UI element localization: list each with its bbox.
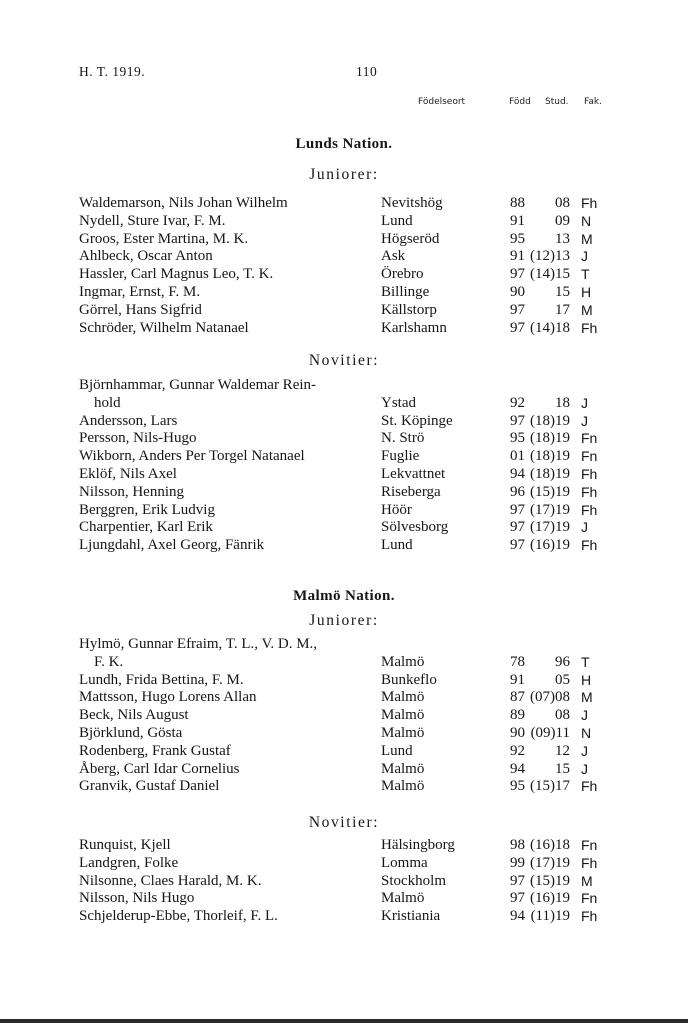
table-row (0, 689, 688, 707)
birthplace: Högseröd (381, 230, 440, 247)
student-year: (09)11 (530, 724, 570, 741)
table-row (0, 413, 688, 431)
faculty: Fn (581, 837, 598, 853)
birth-year: 97 (510, 537, 525, 554)
faculty: Fh (581, 465, 598, 482)
malmo-novitier-heading: Novitier: (308, 814, 380, 831)
birth-year: 87 (510, 689, 525, 706)
table-row (0, 519, 688, 537)
person-name: Beck, Nils August (79, 707, 189, 724)
student-year: 05 (555, 671, 570, 688)
birth-year: 91 (510, 671, 525, 688)
table-row (0, 654, 688, 672)
faculty: M (581, 230, 593, 247)
birthplace: Malmö (381, 724, 425, 741)
faculty: Fh (581, 319, 598, 336)
student-year: 96 (555, 653, 570, 670)
table-row (0, 248, 688, 266)
birth-year: 92 (510, 742, 525, 759)
birthplace: Källstorp (381, 301, 437, 318)
faculty: Fh (581, 778, 598, 795)
student-year: (18)19 (530, 412, 570, 429)
birthplace: Malmö (381, 778, 425, 795)
faculty: M (581, 689, 593, 706)
faculty: Fn (581, 448, 598, 465)
birthplace: Lund (381, 537, 413, 554)
faculty: J (581, 519, 588, 536)
student-year: (11)19 (530, 908, 570, 925)
birthplace: Kristiania (381, 908, 441, 925)
birthplace: Lekvattnet (381, 465, 446, 482)
birthplace: Malmö (381, 689, 425, 706)
birth-year: 90 (510, 724, 525, 741)
birth-year: 94 (510, 908, 525, 925)
table-row (0, 537, 688, 555)
birth-year: 99 (510, 854, 525, 871)
student-year: 08 (555, 707, 570, 724)
person-name: Nilsonne, Claes Harald, M. K. (79, 872, 262, 889)
running-header: H. T. 1919. (79, 64, 146, 79)
table-row (0, 908, 688, 926)
page-bottom-edge (0, 1019, 688, 1023)
student-year: (14)15 (530, 266, 570, 283)
student-year: 15 (555, 760, 570, 777)
person-name: Charpentier, Karl Erik (79, 519, 213, 536)
birth-year: 95 (510, 430, 525, 447)
birth-year: 97 (510, 319, 525, 336)
table-row (0, 707, 688, 725)
birthplace: Höör (381, 501, 412, 518)
person-name: Runquist, Kjell (79, 837, 171, 853)
student-year: (16)19 (530, 537, 570, 554)
person-name: Nilsson, Nils Hugo (79, 890, 195, 907)
lund-nation-title: Lunds Nation. (295, 136, 393, 152)
faculty: J (581, 742, 588, 759)
page-number: 110 (356, 64, 378, 79)
birth-year: 91 (510, 212, 525, 229)
person-name: Groos, Ester Martina, M. K. (79, 230, 249, 247)
faculty: H (581, 671, 592, 688)
column-header-fak: Fak. (584, 97, 602, 107)
birthplace: Fuglie (381, 448, 420, 465)
birth-year: 97 (510, 266, 525, 283)
table-row (0, 837, 688, 855)
faculty: Fh (581, 501, 598, 518)
person-name: Waldemarson, Nils Johan Wilhelm (79, 195, 288, 211)
faculty: J (581, 412, 588, 429)
person-name: Eklöf, Nils Axel (79, 465, 177, 482)
student-year: (18)19 (530, 465, 570, 482)
table-row (0, 231, 688, 249)
table-row (0, 725, 688, 743)
person-name: Persson, Nils-Hugo (79, 430, 197, 447)
birthplace: Malmö (381, 707, 425, 724)
student-year: (17)19 (530, 501, 570, 518)
table-row (0, 890, 688, 908)
birth-year: 97 (510, 519, 525, 536)
person-name: Björnhammar, Gunnar Waldemar Rein- (79, 377, 317, 393)
person-name: Schröder, Wilhelm Natanael (79, 319, 249, 336)
faculty: N (581, 724, 592, 741)
column-header-stud: Stud. (545, 97, 569, 107)
person-name: Landgren, Folke (79, 854, 179, 871)
student-year: (07)08 (530, 689, 570, 706)
birthplace: Sölvesborg (381, 519, 449, 536)
student-year: 09 (555, 212, 570, 229)
malmo-novitier-list (0, 837, 688, 926)
student-year: (15)17 (530, 778, 570, 795)
table-row (0, 672, 688, 690)
student-year: (16)19 (530, 890, 570, 907)
birth-year: 89 (510, 707, 525, 724)
person-name: Ljungdahl, Axel Georg, Fänrik (79, 537, 265, 554)
birth-year: 01 (510, 448, 525, 465)
birthplace: Malmö (381, 890, 425, 907)
table-row (0, 484, 688, 502)
person-name: Berggren, Erik Ludvig (79, 501, 215, 518)
birthplace: Lund (381, 742, 413, 759)
lund-novitier-heading: Novitier: (308, 352, 380, 369)
table-row (0, 284, 688, 302)
faculty: J (581, 394, 588, 411)
table-row (0, 448, 688, 466)
student-year: (18)19 (530, 448, 570, 465)
student-year: (17)19 (530, 519, 570, 536)
student-year: (15)19 (530, 483, 570, 500)
birth-year: 98 (510, 837, 525, 853)
faculty: M (581, 301, 593, 318)
faculty: Fn (581, 430, 598, 447)
birthplace: Ystad (381, 394, 416, 411)
faculty: Fh (581, 195, 598, 211)
table-row (0, 502, 688, 520)
faculty: N (581, 212, 592, 229)
student-year: (15)19 (530, 872, 570, 889)
table-row (0, 743, 688, 761)
faculty: J (581, 760, 588, 777)
student-year: (18)19 (530, 430, 570, 447)
malmo-juniorer-heading: Juniorer: (309, 612, 379, 629)
person-name: Rodenberg, Frank Gustaf (79, 742, 231, 759)
student-year: 18 (555, 394, 570, 411)
birth-year: 88 (510, 195, 525, 211)
person-name: Mattsson, Hugo Lorens Allan (79, 689, 257, 706)
birthplace: Lund (381, 212, 413, 229)
student-year: 17 (555, 301, 570, 318)
birth-year: 94 (510, 760, 525, 777)
birth-year: 97 (510, 301, 525, 318)
lund-novitier-list (0, 377, 688, 555)
person-name: Andersson, Lars (79, 412, 178, 429)
birth-year: 97 (510, 890, 525, 907)
table-row (0, 761, 688, 779)
table-row (0, 395, 688, 413)
student-year: 15 (555, 283, 570, 300)
malmo-juniorer-list (0, 636, 688, 796)
birthplace: Ask (381, 248, 406, 265)
table-row (0, 855, 688, 873)
birthplace: Billinge (381, 283, 430, 300)
faculty: Fh (581, 854, 598, 871)
birthplace: Stockholm (381, 872, 447, 889)
table-row-name-line (0, 636, 688, 654)
birth-year: 94 (510, 465, 525, 482)
birthplace: Malmö (381, 653, 425, 670)
birth-year: 91 (510, 248, 525, 265)
table-row (0, 320, 688, 338)
person-name: Björklund, Gösta (79, 724, 183, 741)
birthplace: Hälsingborg (381, 837, 455, 853)
birthplace: Lomma (381, 854, 428, 871)
person-name: Lundh, Frida Bettina, F. M. (79, 671, 244, 688)
lund-juniorer-list (0, 195, 688, 337)
birth-year: 97 (510, 412, 525, 429)
person-name: Ingmar, Ernst, F. M. (79, 283, 201, 300)
faculty: J (581, 248, 588, 265)
table-row (0, 430, 688, 448)
faculty: T (581, 266, 590, 283)
person-name: Nilsson, Henning (79, 483, 184, 500)
person-name: Wikborn, Anders Per Torgel Natanael (79, 448, 305, 465)
table-row (0, 873, 688, 891)
person-name: Åberg, Carl Idar Cornelius (79, 760, 240, 777)
student-year: 08 (555, 195, 570, 211)
birth-year: 96 (510, 483, 525, 500)
person-name: Hylmö, Gunnar Efraim, T. L., V. D. M., (79, 636, 318, 652)
faculty: H (581, 283, 592, 300)
table-row (0, 213, 688, 231)
birthplace: Malmö (381, 760, 425, 777)
name-continuation: F. K. (94, 653, 124, 670)
birth-year: 92 (510, 394, 525, 411)
birth-year: 97 (510, 872, 525, 889)
student-year: (12)13 (530, 248, 570, 265)
table-row (0, 266, 688, 284)
birth-year: 95 (510, 778, 525, 795)
student-year: (17)19 (530, 854, 570, 871)
birthplace: Karlshamn (381, 319, 447, 336)
person-name: Granvik, Gustaf Daniel (79, 778, 220, 795)
column-header-place: Födelseort (418, 97, 466, 107)
faculty: T (581, 653, 590, 670)
malmo-nation-title: Malmö Nation. (293, 588, 395, 604)
person-name: Hassler, Carl Magnus Leo, T. K. (79, 266, 274, 283)
person-name: Nydell, Sture Ivar, F. M. (79, 212, 226, 229)
student-year: 13 (555, 230, 570, 247)
birthplace: N. Strö (381, 430, 425, 447)
birthplace: Bunkeflo (381, 671, 437, 688)
person-name: Görrel, Hans Sigfrid (79, 301, 202, 318)
birth-year: 90 (510, 283, 525, 300)
birthplace: Riseberga (381, 483, 441, 500)
table-row (0, 302, 688, 320)
faculty: J (581, 707, 588, 724)
faculty: M (581, 872, 593, 889)
birthplace: St. Köpinge (381, 412, 453, 429)
faculty: Fh (581, 537, 598, 554)
student-year: (14)18 (530, 319, 570, 336)
person-name: Ahlbeck, Oscar Anton (79, 248, 213, 265)
student-year: 12 (555, 742, 570, 759)
student-year: (16)18 (530, 837, 570, 853)
table-row (0, 778, 688, 796)
table-row (0, 195, 688, 213)
birth-year: 97 (510, 501, 525, 518)
column-header-born: Född (509, 97, 531, 107)
birthplace: Nevitshög (381, 195, 443, 211)
person-name: Schjelderup-Ebbe, Thorleif, F. L. (79, 908, 278, 925)
birthplace: Örebro (381, 266, 424, 283)
table-row (0, 466, 688, 484)
faculty: Fn (581, 890, 598, 907)
name-continuation: hold (94, 394, 121, 411)
birth-year: 78 (510, 653, 525, 670)
table-row-name-line (0, 377, 688, 395)
faculty: Fh (581, 483, 598, 500)
birth-year: 95 (510, 230, 525, 247)
lund-juniorer-heading: Juniorer: (309, 166, 379, 183)
faculty: Fh (581, 908, 598, 925)
